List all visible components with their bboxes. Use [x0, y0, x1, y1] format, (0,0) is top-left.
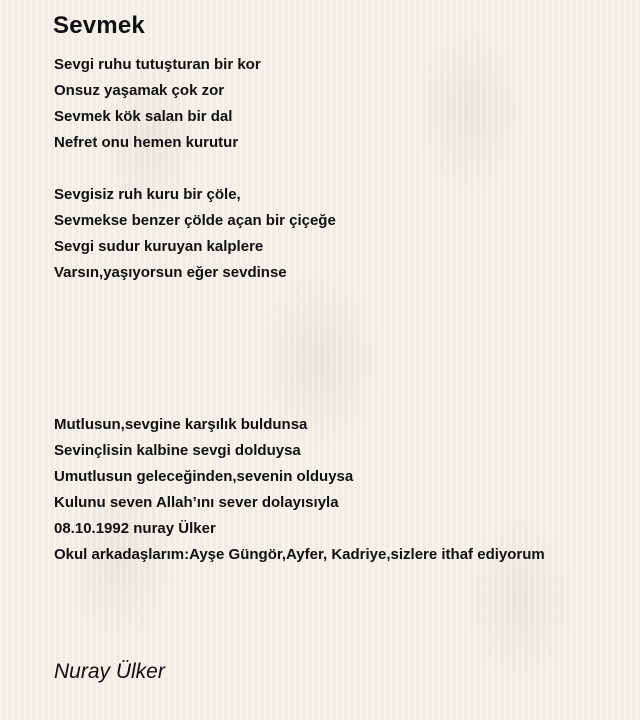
stanza-2	[54, 182, 336, 286]
poem-line: Sevgisiz ruh kuru bir çöle,	[54, 186, 241, 203]
poem-date-line: 08.10.1992 nuray Ülker	[54, 520, 216, 537]
poem-line: Kulunu seven Allah’ını sever dolayısıyla	[54, 494, 339, 511]
poem-line: Sevgi sudur kuruyan kalplere	[54, 238, 264, 255]
poem-line: Umutlusun geleceğinden,sevenin olduysa	[54, 468, 354, 485]
poem-title: Sevmek	[53, 12, 145, 39]
poem-line: Sevmek kök salan bir dal	[54, 108, 233, 125]
poem-line: Onsuz yaşamak çok zor	[54, 82, 225, 99]
poem-line: Varsın,yaşıyorsun eğer sevdinse	[54, 264, 287, 281]
stanza-1	[54, 52, 261, 156]
poem-line: Sevinçlisin kalbine sevgi dolduysa	[54, 442, 301, 459]
poem-dedication-line: Okul arkadaşlarım:Ayşe Güngör,Ayfer, Kadriye,sizlere ithaf ediyorum	[54, 546, 545, 563]
poem-line: Mutlusun,sevgine karşılık buldunsa	[54, 416, 308, 433]
poem-line: Sevgi ruhu tutuşturan bir kor	[54, 56, 261, 73]
poem-author: Nuray Ülker	[54, 660, 165, 683]
poem-line: Nefret onu hemen kurutur	[54, 134, 239, 151]
poem-line: Sevmekse benzer çölde açan bir çiçeğe	[54, 212, 336, 229]
stanza-3	[54, 412, 545, 568]
